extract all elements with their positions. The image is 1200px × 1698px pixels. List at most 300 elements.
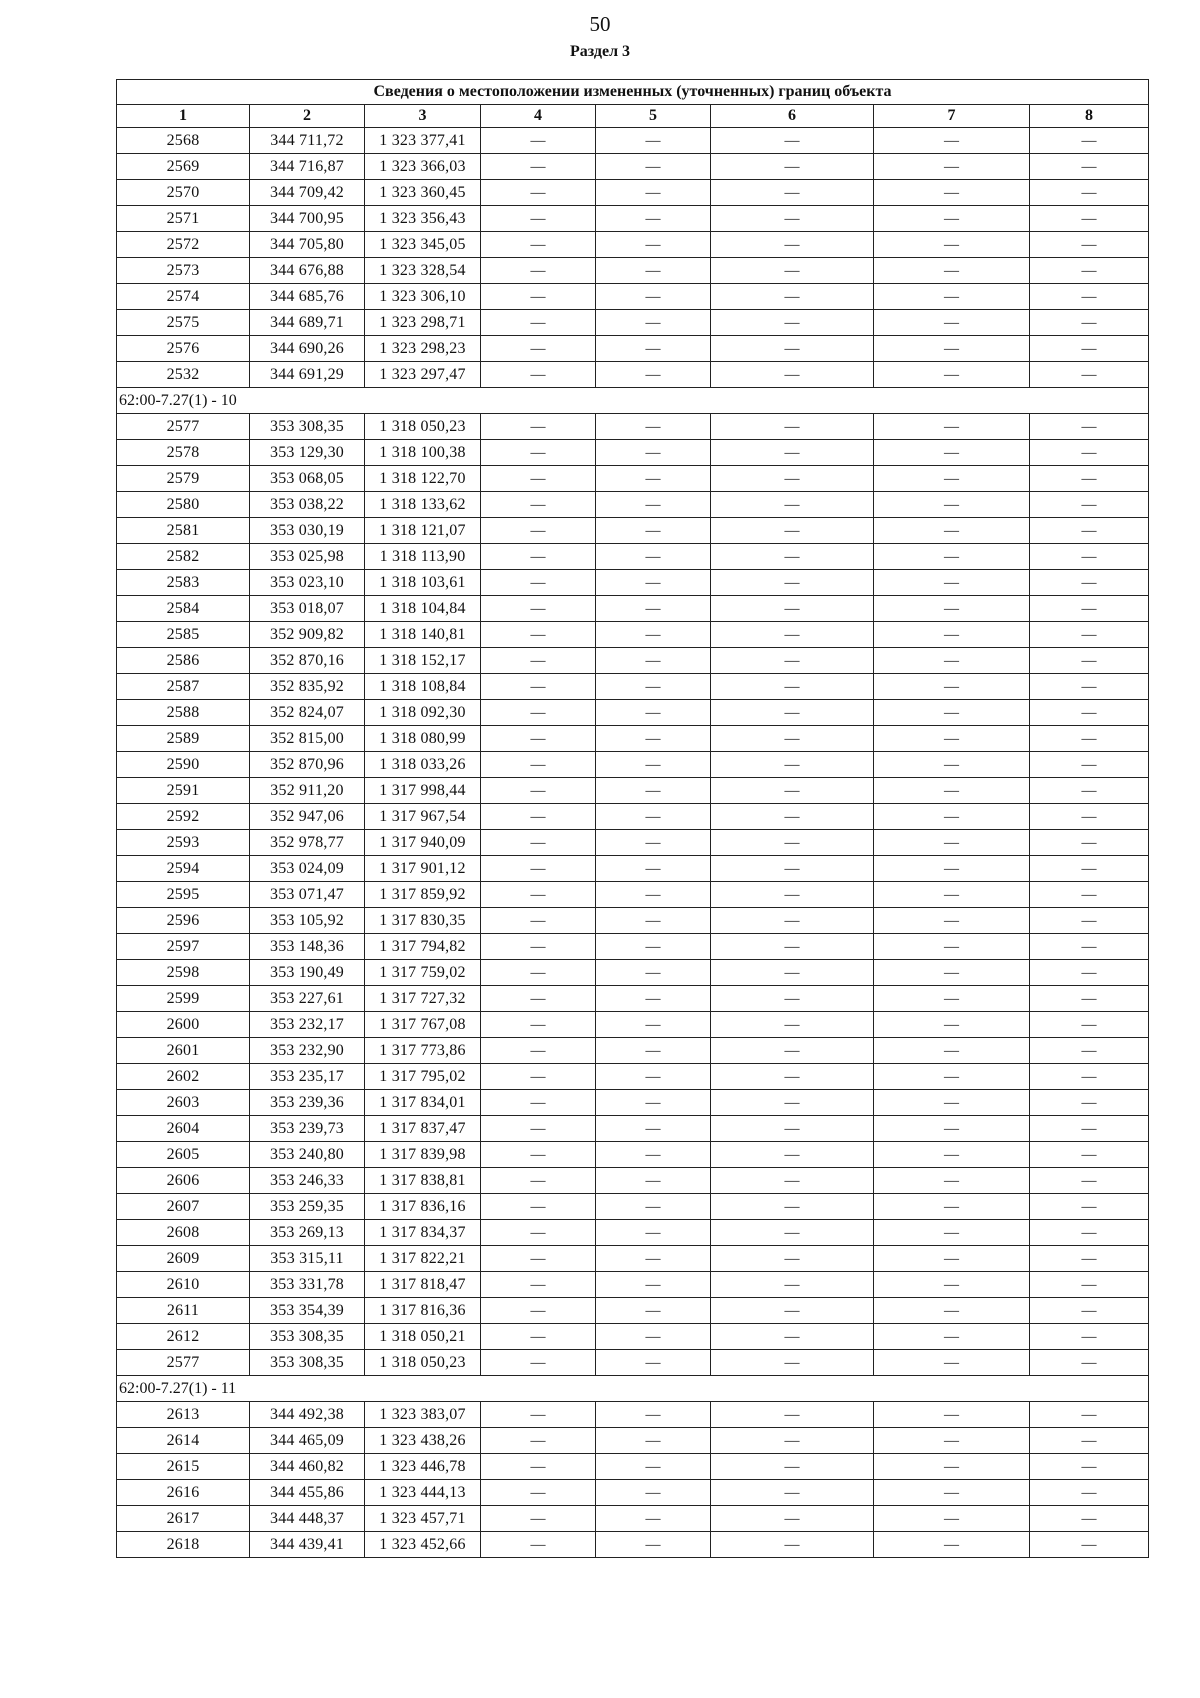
- table-row: [117, 128, 1149, 154]
- empty-value-dash-col-4: —: [481, 128, 596, 154]
- empty-value-dash-col-5: —: [596, 726, 711, 752]
- empty-value-dash-col-8: —: [1030, 986, 1149, 1012]
- column-header-2: 2: [250, 105, 365, 128]
- x-coordinate-cell: 352 947,06: [250, 804, 365, 830]
- table-row: [117, 1116, 1149, 1142]
- empty-value-dash-col-5: —: [596, 986, 711, 1012]
- empty-value-dash-col-8: —: [1030, 570, 1149, 596]
- empty-value-dash-col-5: —: [596, 1350, 711, 1376]
- empty-value-dash-col-5: —: [596, 1480, 711, 1506]
- empty-value-dash-col-7: —: [874, 1532, 1030, 1558]
- empty-value-dash-col-5: —: [596, 414, 711, 440]
- y-coordinate-cell: 1 317 830,35: [365, 908, 481, 934]
- y-coordinate-cell: 1 317 794,82: [365, 934, 481, 960]
- y-coordinate-cell: 1 317 818,47: [365, 1272, 481, 1298]
- empty-value-dash-col-4: —: [481, 440, 596, 466]
- empty-value-dash-col-6: —: [711, 440, 874, 466]
- empty-value-dash-col-7: —: [874, 1480, 1030, 1506]
- empty-value-dash-col-6: —: [711, 778, 874, 804]
- empty-value-dash-col-4: —: [481, 960, 596, 986]
- empty-value-dash-col-7: —: [874, 1454, 1030, 1480]
- empty-value-dash-col-6: —: [711, 1402, 874, 1428]
- x-coordinate-cell: 353 232,90: [250, 1038, 365, 1064]
- table-row: [117, 622, 1149, 648]
- empty-value-dash-col-8: —: [1030, 1506, 1149, 1532]
- empty-value-dash-col-4: —: [481, 1350, 596, 1376]
- table-row: [117, 1454, 1149, 1480]
- empty-value-dash-col-4: —: [481, 908, 596, 934]
- table-row: [117, 570, 1149, 596]
- y-coordinate-cell: 1 318 140,81: [365, 622, 481, 648]
- empty-value-dash-col-7: —: [874, 1324, 1030, 1350]
- x-coordinate-cell: 352 909,82: [250, 622, 365, 648]
- empty-value-dash-col-6: —: [711, 1480, 874, 1506]
- table-row: [117, 778, 1149, 804]
- table-row: [117, 1194, 1149, 1220]
- empty-value-dash-col-5: —: [596, 908, 711, 934]
- empty-value-dash-col-7: —: [874, 466, 1030, 492]
- empty-value-dash-col-7: —: [874, 180, 1030, 206]
- empty-value-dash-col-4: —: [481, 336, 596, 362]
- table-row: [117, 440, 1149, 466]
- table-row: [117, 1168, 1149, 1194]
- point-number-cell: 2615: [117, 1454, 250, 1480]
- y-coordinate-cell: 1 318 152,17: [365, 648, 481, 674]
- empty-value-dash-col-6: —: [711, 830, 874, 856]
- empty-value-dash-col-7: —: [874, 310, 1030, 336]
- point-number-cell: 2532: [117, 362, 250, 388]
- empty-value-dash-col-6: —: [711, 154, 874, 180]
- table-row: [117, 986, 1149, 1012]
- empty-value-dash-col-6: —: [711, 1116, 874, 1142]
- table-row: [117, 804, 1149, 830]
- empty-value-dash-col-4: —: [481, 622, 596, 648]
- empty-value-dash-col-7: —: [874, 492, 1030, 518]
- table-row: [117, 1428, 1149, 1454]
- empty-value-dash-col-8: —: [1030, 1246, 1149, 1272]
- empty-value-dash-col-5: —: [596, 492, 711, 518]
- empty-value-dash-col-6: —: [711, 206, 874, 232]
- empty-value-dash-col-8: —: [1030, 700, 1149, 726]
- y-coordinate-cell: 1 323 438,26: [365, 1428, 481, 1454]
- empty-value-dash-col-6: —: [711, 596, 874, 622]
- empty-value-dash-col-7: —: [874, 336, 1030, 362]
- empty-value-dash-col-5: —: [596, 778, 711, 804]
- point-number-cell: 2613: [117, 1402, 250, 1428]
- empty-value-dash-col-4: —: [481, 466, 596, 492]
- table-row: [117, 960, 1149, 986]
- x-coordinate-cell: 344 685,76: [250, 284, 365, 310]
- point-number-cell: 2595: [117, 882, 250, 908]
- empty-value-dash-col-5: —: [596, 804, 711, 830]
- empty-value-dash-col-6: —: [711, 1064, 874, 1090]
- empty-value-dash-col-7: —: [874, 1038, 1030, 1064]
- empty-value-dash-col-6: —: [711, 1324, 874, 1350]
- point-number-cell: 2607: [117, 1194, 250, 1220]
- empty-value-dash-col-8: —: [1030, 622, 1149, 648]
- empty-value-dash-col-5: —: [596, 544, 711, 570]
- empty-value-dash-col-4: —: [481, 1246, 596, 1272]
- empty-value-dash-col-8: —: [1030, 648, 1149, 674]
- x-coordinate-cell: 353 240,80: [250, 1142, 365, 1168]
- empty-value-dash-col-4: —: [481, 986, 596, 1012]
- point-number-cell: 2577: [117, 414, 250, 440]
- y-coordinate-cell: 1 317 839,98: [365, 1142, 481, 1168]
- empty-value-dash-col-6: —: [711, 1532, 874, 1558]
- x-coordinate-cell: 353 038,22: [250, 492, 365, 518]
- empty-value-dash-col-5: —: [596, 1142, 711, 1168]
- empty-value-dash-col-5: —: [596, 830, 711, 856]
- empty-value-dash-col-6: —: [711, 336, 874, 362]
- empty-value-dash-col-6: —: [711, 804, 874, 830]
- empty-value-dash-col-8: —: [1030, 362, 1149, 388]
- empty-value-dash-col-8: —: [1030, 336, 1149, 362]
- y-coordinate-cell: 1 317 795,02: [365, 1064, 481, 1090]
- x-coordinate-cell: 353 331,78: [250, 1272, 365, 1298]
- empty-value-dash-col-5: —: [596, 1090, 711, 1116]
- empty-value-dash-col-5: —: [596, 310, 711, 336]
- table-row: [117, 1246, 1149, 1272]
- x-coordinate-cell: 352 870,96: [250, 752, 365, 778]
- point-number-cell: 2584: [117, 596, 250, 622]
- empty-value-dash-col-8: —: [1030, 1090, 1149, 1116]
- point-number-cell: 2587: [117, 674, 250, 700]
- empty-value-dash-col-4: —: [481, 726, 596, 752]
- y-coordinate-cell: 1 318 108,84: [365, 674, 481, 700]
- y-coordinate-cell: 1 317 767,08: [365, 1012, 481, 1038]
- empty-value-dash-col-5: —: [596, 1506, 711, 1532]
- empty-value-dash-col-8: —: [1030, 232, 1149, 258]
- empty-value-dash-col-4: —: [481, 206, 596, 232]
- empty-value-dash-col-8: —: [1030, 206, 1149, 232]
- x-coordinate-cell: 352 835,92: [250, 674, 365, 700]
- empty-value-dash-col-7: —: [874, 804, 1030, 830]
- y-coordinate-cell: 1 323 297,47: [365, 362, 481, 388]
- empty-value-dash-col-4: —: [481, 1480, 596, 1506]
- empty-value-dash-col-5: —: [596, 1220, 711, 1246]
- empty-value-dash-col-7: —: [874, 154, 1030, 180]
- empty-value-dash-col-7: —: [874, 1272, 1030, 1298]
- table-row: [117, 544, 1149, 570]
- empty-value-dash-col-8: —: [1030, 310, 1149, 336]
- empty-value-dash-col-8: —: [1030, 1272, 1149, 1298]
- empty-value-dash-col-8: —: [1030, 518, 1149, 544]
- empty-value-dash-col-4: —: [481, 1298, 596, 1324]
- empty-value-dash-col-5: —: [596, 336, 711, 362]
- table-row: [117, 648, 1149, 674]
- empty-value-dash-col-8: —: [1030, 1116, 1149, 1142]
- empty-value-dash-col-6: —: [711, 414, 874, 440]
- empty-value-dash-col-6: —: [711, 544, 874, 570]
- empty-value-dash-col-5: —: [596, 284, 711, 310]
- point-number-cell: 2590: [117, 752, 250, 778]
- empty-value-dash-col-8: —: [1030, 1064, 1149, 1090]
- y-coordinate-cell: 1 323 356,43: [365, 206, 481, 232]
- y-coordinate-cell: 1 323 377,41: [365, 128, 481, 154]
- empty-value-dash-col-4: —: [481, 518, 596, 544]
- empty-value-dash-col-7: —: [874, 778, 1030, 804]
- point-number-cell: 2599: [117, 986, 250, 1012]
- table-row: [117, 206, 1149, 232]
- empty-value-dash-col-7: —: [874, 1350, 1030, 1376]
- empty-value-dash-col-8: —: [1030, 1194, 1149, 1220]
- empty-value-dash-col-6: —: [711, 362, 874, 388]
- empty-value-dash-col-4: —: [481, 934, 596, 960]
- y-coordinate-cell: 1 318 092,30: [365, 700, 481, 726]
- y-coordinate-cell: 1 318 113,90: [365, 544, 481, 570]
- group-label: 62:00-7.27(1) - 10: [117, 388, 1149, 414]
- group-label: 62:00-7.27(1) - 11: [117, 1376, 1149, 1402]
- empty-value-dash-col-7: —: [874, 986, 1030, 1012]
- x-coordinate-cell: 353 129,30: [250, 440, 365, 466]
- point-number-cell: 2575: [117, 310, 250, 336]
- empty-value-dash-col-5: —: [596, 466, 711, 492]
- x-coordinate-cell: 353 025,98: [250, 544, 365, 570]
- empty-value-dash-col-6: —: [711, 570, 874, 596]
- empty-value-dash-col-6: —: [711, 1168, 874, 1194]
- x-coordinate-cell: 353 239,73: [250, 1116, 365, 1142]
- table-row: [117, 336, 1149, 362]
- empty-value-dash-col-6: —: [711, 180, 874, 206]
- point-number-cell: 2583: [117, 570, 250, 596]
- x-coordinate-cell: 344 711,72: [250, 128, 365, 154]
- point-number-cell: 2591: [117, 778, 250, 804]
- y-coordinate-cell: 1 317 837,47: [365, 1116, 481, 1142]
- empty-value-dash-col-4: —: [481, 1272, 596, 1298]
- table-row: [117, 856, 1149, 882]
- point-number-cell: 2586: [117, 648, 250, 674]
- empty-value-dash-col-7: —: [874, 1142, 1030, 1168]
- y-coordinate-cell: 1 317 822,21: [365, 1246, 481, 1272]
- y-coordinate-cell: 1 317 834,37: [365, 1220, 481, 1246]
- x-coordinate-cell: 353 105,92: [250, 908, 365, 934]
- empty-value-dash-col-5: —: [596, 856, 711, 882]
- empty-value-dash-col-4: —: [481, 1532, 596, 1558]
- page-number: 50: [589, 12, 611, 36]
- group-row: [117, 388, 1149, 414]
- section-title: Раздел 3: [569, 43, 631, 60]
- table-row: [117, 1272, 1149, 1298]
- empty-value-dash-col-6: —: [711, 1090, 874, 1116]
- empty-value-dash-col-4: —: [481, 804, 596, 830]
- empty-value-dash-col-5: —: [596, 1168, 711, 1194]
- empty-value-dash-col-5: —: [596, 1012, 711, 1038]
- empty-value-dash-col-8: —: [1030, 154, 1149, 180]
- point-number-cell: 2577: [117, 1350, 250, 1376]
- x-coordinate-cell: 344 492,38: [250, 1402, 365, 1428]
- table-row: [117, 1324, 1149, 1350]
- table-row: [117, 492, 1149, 518]
- empty-value-dash-col-4: —: [481, 492, 596, 518]
- empty-value-dash-col-5: —: [596, 518, 711, 544]
- empty-value-dash-col-4: —: [481, 362, 596, 388]
- empty-value-dash-col-4: —: [481, 674, 596, 700]
- y-coordinate-cell: 1 323 298,23: [365, 336, 481, 362]
- empty-value-dash-col-5: —: [596, 440, 711, 466]
- table-row: [117, 518, 1149, 544]
- empty-value-dash-col-7: —: [874, 362, 1030, 388]
- empty-value-dash-col-6: —: [711, 856, 874, 882]
- empty-value-dash-col-6: —: [711, 648, 874, 674]
- x-coordinate-cell: 344 691,29: [250, 362, 365, 388]
- empty-value-dash-col-4: —: [481, 1220, 596, 1246]
- empty-value-dash-col-6: —: [711, 518, 874, 544]
- column-header-8: 8: [1030, 105, 1149, 128]
- empty-value-dash-col-8: —: [1030, 830, 1149, 856]
- x-coordinate-cell: 353 315,11: [250, 1246, 365, 1272]
- column-header-7: 7: [874, 105, 1030, 128]
- point-number-cell: 2569: [117, 154, 250, 180]
- x-coordinate-cell: 344 690,26: [250, 336, 365, 362]
- point-number-cell: 2582: [117, 544, 250, 570]
- empty-value-dash-col-6: —: [711, 752, 874, 778]
- empty-value-dash-col-8: —: [1030, 960, 1149, 986]
- empty-value-dash-col-4: —: [481, 544, 596, 570]
- empty-value-dash-col-5: —: [596, 232, 711, 258]
- point-number-cell: 2581: [117, 518, 250, 544]
- empty-value-dash-col-7: —: [874, 1298, 1030, 1324]
- column-header-6: 6: [711, 105, 874, 128]
- y-coordinate-cell: 1 317 834,01: [365, 1090, 481, 1116]
- y-coordinate-cell: 1 323 360,45: [365, 180, 481, 206]
- group-row: [117, 1376, 1149, 1402]
- x-coordinate-cell: 353 354,39: [250, 1298, 365, 1324]
- empty-value-dash-col-8: —: [1030, 804, 1149, 830]
- empty-value-dash-col-4: —: [481, 778, 596, 804]
- empty-value-dash-col-5: —: [596, 960, 711, 986]
- point-number-cell: 2598: [117, 960, 250, 986]
- empty-value-dash-col-7: —: [874, 700, 1030, 726]
- empty-value-dash-col-6: —: [711, 622, 874, 648]
- point-number-cell: 2578: [117, 440, 250, 466]
- empty-value-dash-col-8: —: [1030, 1142, 1149, 1168]
- point-number-cell: 2610: [117, 1272, 250, 1298]
- y-coordinate-cell: 1 318 103,61: [365, 570, 481, 596]
- empty-value-dash-col-7: —: [874, 1168, 1030, 1194]
- x-coordinate-cell: 353 308,35: [250, 1350, 365, 1376]
- empty-value-dash-col-4: —: [481, 1116, 596, 1142]
- empty-value-dash-col-8: —: [1030, 596, 1149, 622]
- empty-value-dash-col-5: —: [596, 206, 711, 232]
- empty-value-dash-col-8: —: [1030, 1220, 1149, 1246]
- empty-value-dash-col-7: —: [874, 1064, 1030, 1090]
- column-header-3: 3: [365, 105, 481, 128]
- empty-value-dash-col-4: —: [481, 1012, 596, 1038]
- y-coordinate-cell: 1 317 816,36: [365, 1298, 481, 1324]
- empty-value-dash-col-4: —: [481, 1402, 596, 1428]
- x-coordinate-cell: 353 308,35: [250, 414, 365, 440]
- column-header-row: [117, 105, 1149, 128]
- x-coordinate-cell: 353 246,33: [250, 1168, 365, 1194]
- empty-value-dash-col-5: —: [596, 1324, 711, 1350]
- table-row: [117, 1298, 1149, 1324]
- boundary-coordinates-table: [116, 79, 1149, 1558]
- point-number-cell: 2600: [117, 1012, 250, 1038]
- point-number-cell: 2588: [117, 700, 250, 726]
- empty-value-dash-col-6: —: [711, 232, 874, 258]
- x-coordinate-cell: 353 148,36: [250, 934, 365, 960]
- point-number-cell: 2617: [117, 1506, 250, 1532]
- empty-value-dash-col-4: —: [481, 1454, 596, 1480]
- table-row: [117, 258, 1149, 284]
- empty-value-dash-col-4: —: [481, 414, 596, 440]
- table-row: [117, 362, 1149, 388]
- y-coordinate-cell: 1 323 298,71: [365, 310, 481, 336]
- x-coordinate-cell: 344 460,82: [250, 1454, 365, 1480]
- empty-value-dash-col-4: —: [481, 1064, 596, 1090]
- table-row: [117, 1064, 1149, 1090]
- empty-value-dash-col-5: —: [596, 1116, 711, 1142]
- table-row: [117, 1480, 1149, 1506]
- point-number-cell: 2605: [117, 1142, 250, 1168]
- y-coordinate-cell: 1 318 121,07: [365, 518, 481, 544]
- empty-value-dash-col-4: —: [481, 1324, 596, 1350]
- point-number-cell: 2608: [117, 1220, 250, 1246]
- point-number-cell: 2602: [117, 1064, 250, 1090]
- x-coordinate-cell: 344 465,09: [250, 1428, 365, 1454]
- empty-value-dash-col-7: —: [874, 258, 1030, 284]
- empty-value-dash-col-7: —: [874, 674, 1030, 700]
- point-number-cell: 2597: [117, 934, 250, 960]
- empty-value-dash-col-5: —: [596, 362, 711, 388]
- empty-value-dash-col-6: —: [711, 960, 874, 986]
- empty-value-dash-col-7: —: [874, 206, 1030, 232]
- column-header-1: 1: [117, 105, 250, 128]
- empty-value-dash-col-6: —: [711, 674, 874, 700]
- x-coordinate-cell: 352 870,16: [250, 648, 365, 674]
- x-coordinate-cell: 344 448,37: [250, 1506, 365, 1532]
- table-row: [117, 284, 1149, 310]
- empty-value-dash-col-8: —: [1030, 1402, 1149, 1428]
- empty-value-dash-col-5: —: [596, 180, 711, 206]
- point-number-cell: 2594: [117, 856, 250, 882]
- empty-value-dash-col-6: —: [711, 908, 874, 934]
- y-coordinate-cell: 1 323 457,71: [365, 1506, 481, 1532]
- empty-value-dash-col-4: —: [481, 648, 596, 674]
- point-number-cell: 2604: [117, 1116, 250, 1142]
- empty-value-dash-col-6: —: [711, 1454, 874, 1480]
- table-row: [117, 830, 1149, 856]
- empty-value-dash-col-6: —: [711, 700, 874, 726]
- table-row: [117, 674, 1149, 700]
- empty-value-dash-col-8: —: [1030, 752, 1149, 778]
- empty-value-dash-col-8: —: [1030, 726, 1149, 752]
- y-coordinate-cell: 1 317 901,12: [365, 856, 481, 882]
- empty-value-dash-col-4: —: [481, 1168, 596, 1194]
- empty-value-dash-col-7: —: [874, 1220, 1030, 1246]
- x-coordinate-cell: 344 439,41: [250, 1532, 365, 1558]
- empty-value-dash-col-8: —: [1030, 1350, 1149, 1376]
- table-row: [117, 726, 1149, 752]
- y-coordinate-cell: 1 317 940,09: [365, 830, 481, 856]
- empty-value-dash-col-6: —: [711, 726, 874, 752]
- y-coordinate-cell: 1 323 306,10: [365, 284, 481, 310]
- empty-value-dash-col-7: —: [874, 908, 1030, 934]
- table-row: [117, 1012, 1149, 1038]
- point-number-cell: 2593: [117, 830, 250, 856]
- x-coordinate-cell: 353 259,35: [250, 1194, 365, 1220]
- y-coordinate-cell: 1 318 104,84: [365, 596, 481, 622]
- point-number-cell: 2585: [117, 622, 250, 648]
- empty-value-dash-col-7: —: [874, 1246, 1030, 1272]
- empty-value-dash-col-7: —: [874, 518, 1030, 544]
- y-coordinate-cell: 1 318 122,70: [365, 466, 481, 492]
- empty-value-dash-col-4: —: [481, 1194, 596, 1220]
- empty-value-dash-col-8: —: [1030, 1038, 1149, 1064]
- empty-value-dash-col-6: —: [711, 1350, 874, 1376]
- empty-value-dash-col-6: —: [711, 1194, 874, 1220]
- empty-value-dash-col-6: —: [711, 466, 874, 492]
